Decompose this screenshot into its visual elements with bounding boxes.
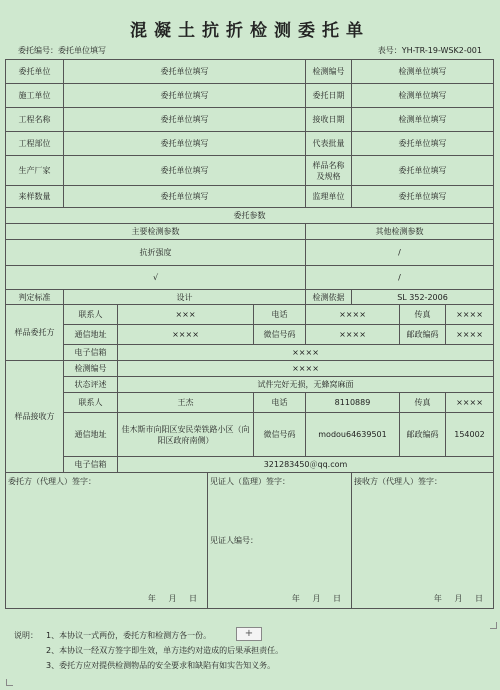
client-signature-box[interactable] bbox=[6, 473, 208, 609]
basis-value: SL 352-2006 bbox=[352, 290, 494, 305]
value-cell: 委托单位填写 bbox=[352, 186, 494, 208]
value-cell: ×××× bbox=[118, 325, 254, 345]
table-row bbox=[6, 325, 494, 345]
label-cell: 电话 bbox=[254, 393, 306, 413]
label-cell: 代表批量 bbox=[306, 132, 352, 156]
table-row bbox=[6, 84, 494, 108]
table-row bbox=[6, 377, 494, 393]
value-cell: ×××× bbox=[306, 305, 400, 325]
table-row bbox=[6, 393, 494, 413]
basis-label: 检测依据 bbox=[306, 290, 352, 305]
value-cell: 佳木斯市向阳区安民荣铁路小区（向阳区政府南侧） bbox=[118, 413, 254, 457]
label-cell: 电话 bbox=[254, 305, 306, 325]
label-cell: 生产厂家 bbox=[6, 156, 64, 186]
value-cell: 委托单位填写 bbox=[64, 84, 306, 108]
value-cell: ×××× bbox=[306, 325, 400, 345]
label-cell: 传真 bbox=[400, 305, 446, 325]
other-param-value: / bbox=[306, 240, 494, 266]
receiver-signature-box[interactable] bbox=[352, 473, 494, 609]
label-cell: 邮政编码 bbox=[400, 413, 446, 457]
table-row bbox=[6, 156, 494, 186]
add-button[interactable]: + bbox=[236, 627, 262, 641]
label-cell: 微信号码 bbox=[254, 413, 306, 457]
page-corner-mark-icon bbox=[490, 622, 497, 629]
witness-signature-date: 年 月 日 bbox=[291, 594, 341, 603]
note-item: 3、委托方应对提供检测物品的安全要求和缺陷有如实告知义务。 bbox=[46, 661, 276, 670]
value-cell: ×××× bbox=[446, 393, 494, 413]
table-row bbox=[6, 305, 494, 325]
standard-value: 设计 bbox=[64, 290, 306, 305]
witness-signature-box[interactable] bbox=[208, 473, 352, 609]
table-row bbox=[6, 240, 494, 266]
value-cell: 检测单位填写 bbox=[352, 108, 494, 132]
main-param-value: 抗折强度 bbox=[6, 240, 306, 266]
form-title: 混凝土抗折检测委托单 bbox=[130, 21, 370, 41]
value-cell: 154002 bbox=[446, 413, 494, 457]
label-cell: 通信地址 bbox=[64, 325, 118, 345]
label-cell: 接收日期 bbox=[306, 108, 352, 132]
label-cell: 微信号码 bbox=[254, 325, 306, 345]
table-row bbox=[6, 108, 494, 132]
table-row bbox=[6, 60, 494, 84]
label-cell: 施工单位 bbox=[6, 84, 64, 108]
label-cell: 样品名称及规格 bbox=[306, 156, 352, 186]
label-cell: 来样数量 bbox=[6, 186, 64, 208]
value-cell: ×××× bbox=[446, 325, 494, 345]
table-row bbox=[6, 186, 494, 208]
value-cell: 委托单位填写 bbox=[352, 156, 494, 186]
label-cell: 检测编号 bbox=[64, 361, 118, 377]
label-cell: 检测编号 bbox=[306, 60, 352, 84]
order-number: 委托编号：委托单位填写 bbox=[18, 46, 106, 55]
page-corner-mark-icon bbox=[6, 679, 13, 686]
receiver-signature-date: 年 月 日 bbox=[433, 594, 484, 603]
table-row bbox=[6, 290, 494, 305]
value-cell: ×××× bbox=[118, 361, 494, 377]
table-row bbox=[6, 413, 494, 457]
table-row bbox=[6, 132, 494, 156]
value-cell: 检测单位填写 bbox=[352, 60, 494, 84]
table-row bbox=[6, 208, 494, 224]
value-cell: modou64639501 bbox=[306, 413, 400, 457]
standard-label: 判定标准 bbox=[6, 290, 64, 305]
value-cell: 8110889 bbox=[306, 393, 400, 413]
main-params-header: 主要检测参数 bbox=[6, 224, 306, 240]
form-number: 表号：YH-TR-19-WSK2-001 bbox=[377, 46, 482, 55]
value-cell: ××× bbox=[118, 305, 254, 325]
label-cell: 电子信箱 bbox=[64, 345, 118, 361]
label-cell: 委托单位 bbox=[6, 60, 64, 84]
params-section-title: 委托参数 bbox=[6, 208, 494, 224]
receiver-group-label: 样品接收方 bbox=[6, 361, 64, 473]
commission-table bbox=[5, 59, 494, 609]
value-cell: 321283450＠qq.com bbox=[118, 457, 494, 473]
value-cell: ×××× bbox=[446, 305, 494, 325]
other-param-value: / bbox=[306, 266, 494, 290]
value-cell: 试件完好无损，无蜂窝麻面 bbox=[118, 377, 494, 393]
value-cell: 委托单位填写 bbox=[352, 132, 494, 156]
label-cell: 委托日期 bbox=[306, 84, 352, 108]
label-cell: 通信地址 bbox=[64, 413, 118, 457]
value-cell: ×××× bbox=[118, 345, 494, 361]
value-cell: 委托单位填写 bbox=[64, 132, 306, 156]
other-params-header: 其他检测参数 bbox=[306, 224, 494, 240]
sender-group-label: 样品委托方 bbox=[6, 305, 64, 361]
label-cell: 电子信箱 bbox=[64, 457, 118, 473]
receiver-signature-label: 接收方（代理人）签字： bbox=[354, 477, 442, 486]
table-row bbox=[6, 266, 494, 290]
label-cell: 联系人 bbox=[64, 305, 118, 325]
label-cell: 工程部位 bbox=[6, 132, 64, 156]
table-row bbox=[6, 361, 494, 377]
value-cell: 检测单位填写 bbox=[352, 84, 494, 108]
witness-signature-label: 见证人（监理）签字： bbox=[210, 477, 290, 486]
note-item: 说明： 1、本协议一式两份，委托方和检测方各一份。 bbox=[14, 631, 212, 640]
note-item: 2、本协议一经双方签字即生效，单方违约对造成的后果承担责任。 bbox=[46, 646, 284, 655]
label-cell: 监理单位 bbox=[306, 186, 352, 208]
value-cell: 委托单位填写 bbox=[64, 108, 306, 132]
table-row bbox=[6, 457, 494, 473]
notes-prefix: 说明： bbox=[14, 631, 38, 640]
value-cell: 王杰 bbox=[118, 393, 254, 413]
value-cell: 委托单位填写 bbox=[64, 60, 306, 84]
main-param-check: √ bbox=[6, 266, 306, 290]
label-cell: 邮政编码 bbox=[400, 325, 446, 345]
table-row bbox=[6, 473, 494, 609]
label-cell: 联系人 bbox=[64, 393, 118, 413]
label-cell: 传真 bbox=[400, 393, 446, 413]
label-cell: 状态评述 bbox=[64, 377, 118, 393]
table-row bbox=[6, 345, 494, 361]
client-signature-date: 年 月 日 bbox=[147, 594, 197, 603]
value-cell: 委托单位填写 bbox=[64, 156, 306, 186]
label-cell: 工程名称 bbox=[6, 108, 64, 132]
client-signature-label: 委托方（代理人）签字： bbox=[8, 477, 96, 486]
witness-number-label: 见证人编号： bbox=[210, 536, 258, 545]
value-cell: 委托单位填写 bbox=[64, 186, 306, 208]
table-row bbox=[6, 224, 494, 240]
